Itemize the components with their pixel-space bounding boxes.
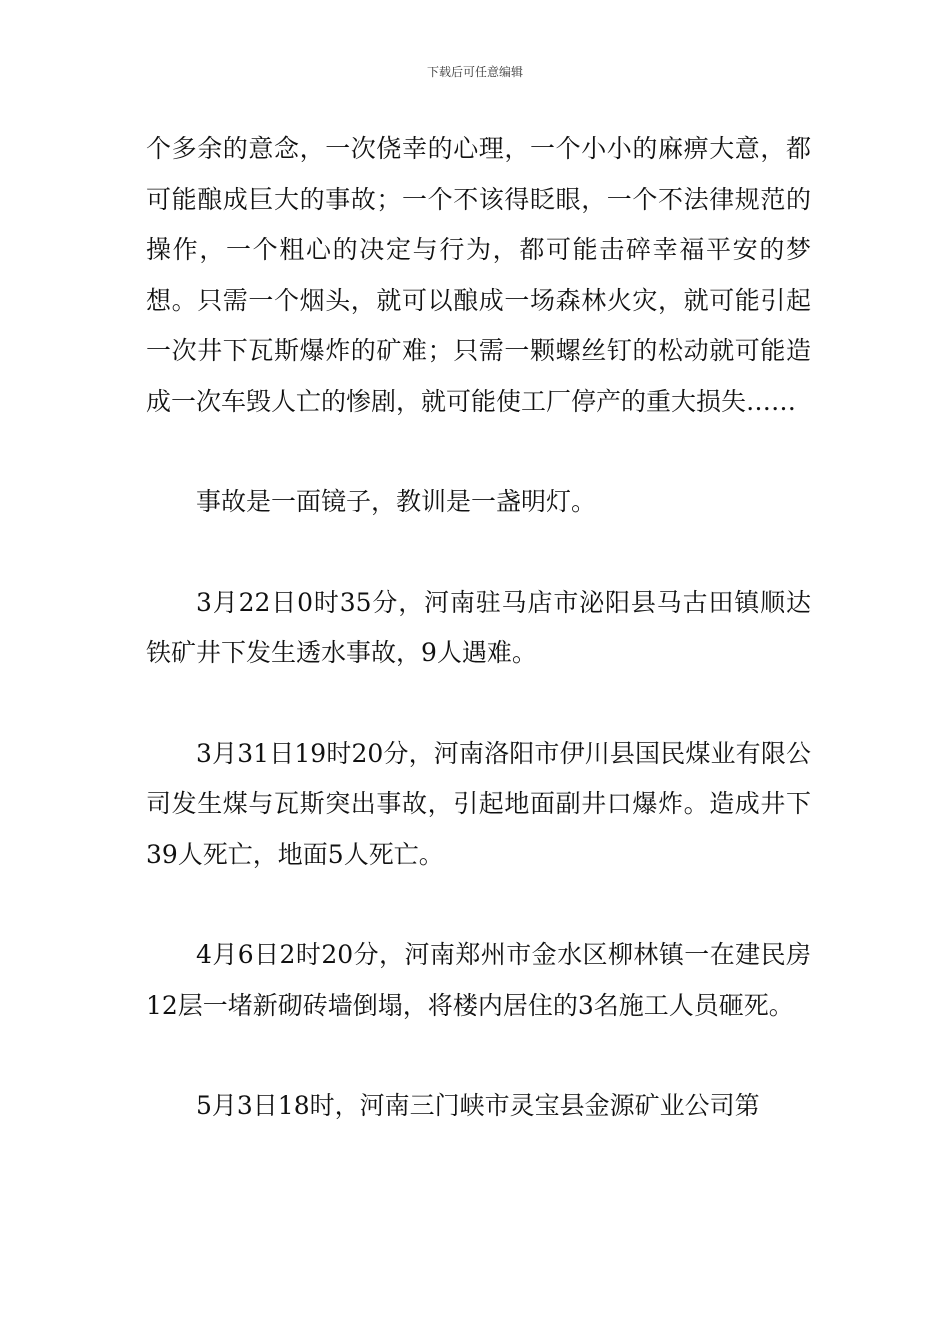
paragraph-gap	[146, 528, 811, 578]
paragraph-1: 个多余的意念，一次侥幸的心理，一个小小的麻痹大意，都可能酿成巨大的事故；一个不该得眨眼，一个不法律规范的操作，一个粗心的决定与行为，都可能击碎幸福平安的梦想。只需一个烟头，就可以酿成一场森林火灾，就可能引起一次井下瓦斯爆炸的矿难；只需一颗螺丝钉的松动就可能造成一次车毁人亡的惨剧，就可能使工厂停产的重大损失……	[146, 134, 811, 416]
document-body	[146, 124, 811, 1132]
paragraph-2: 事故是一面镜子，教训是一盏明灯。	[196, 487, 597, 516]
page-header-note: 下载后可任意编辑	[426, 65, 523, 79]
paragraph-gap	[146, 1031, 811, 1081]
paragraph-gap	[146, 427, 811, 477]
paragraph-4: 3月31日19时20分，河南洛阳市伊川县国民煤业有限公司发生煤与瓦斯突出事故，引起地面副井口爆炸。造成井下39人死亡，地面5人死亡。	[146, 738, 811, 869]
paragraph-gap	[146, 679, 811, 729]
paragraph-5: 4月6日2时20分，河南郑州市金水区柳林镇一在建民房12层一堵新砌砖墙倒塌，将楼内居住的3名施工人员砸死。	[146, 940, 811, 1020]
paragraph-gap	[146, 880, 811, 930]
paragraph-3: 3月22日0时35分，河南驻马店市泌阳县马古田镇顺达铁矿井下发生透水事故，9人遇难。	[146, 587, 811, 667]
paragraph-6: 5月3日18时，河南三门峡市灵宝县金源矿业公司第	[196, 1091, 760, 1120]
